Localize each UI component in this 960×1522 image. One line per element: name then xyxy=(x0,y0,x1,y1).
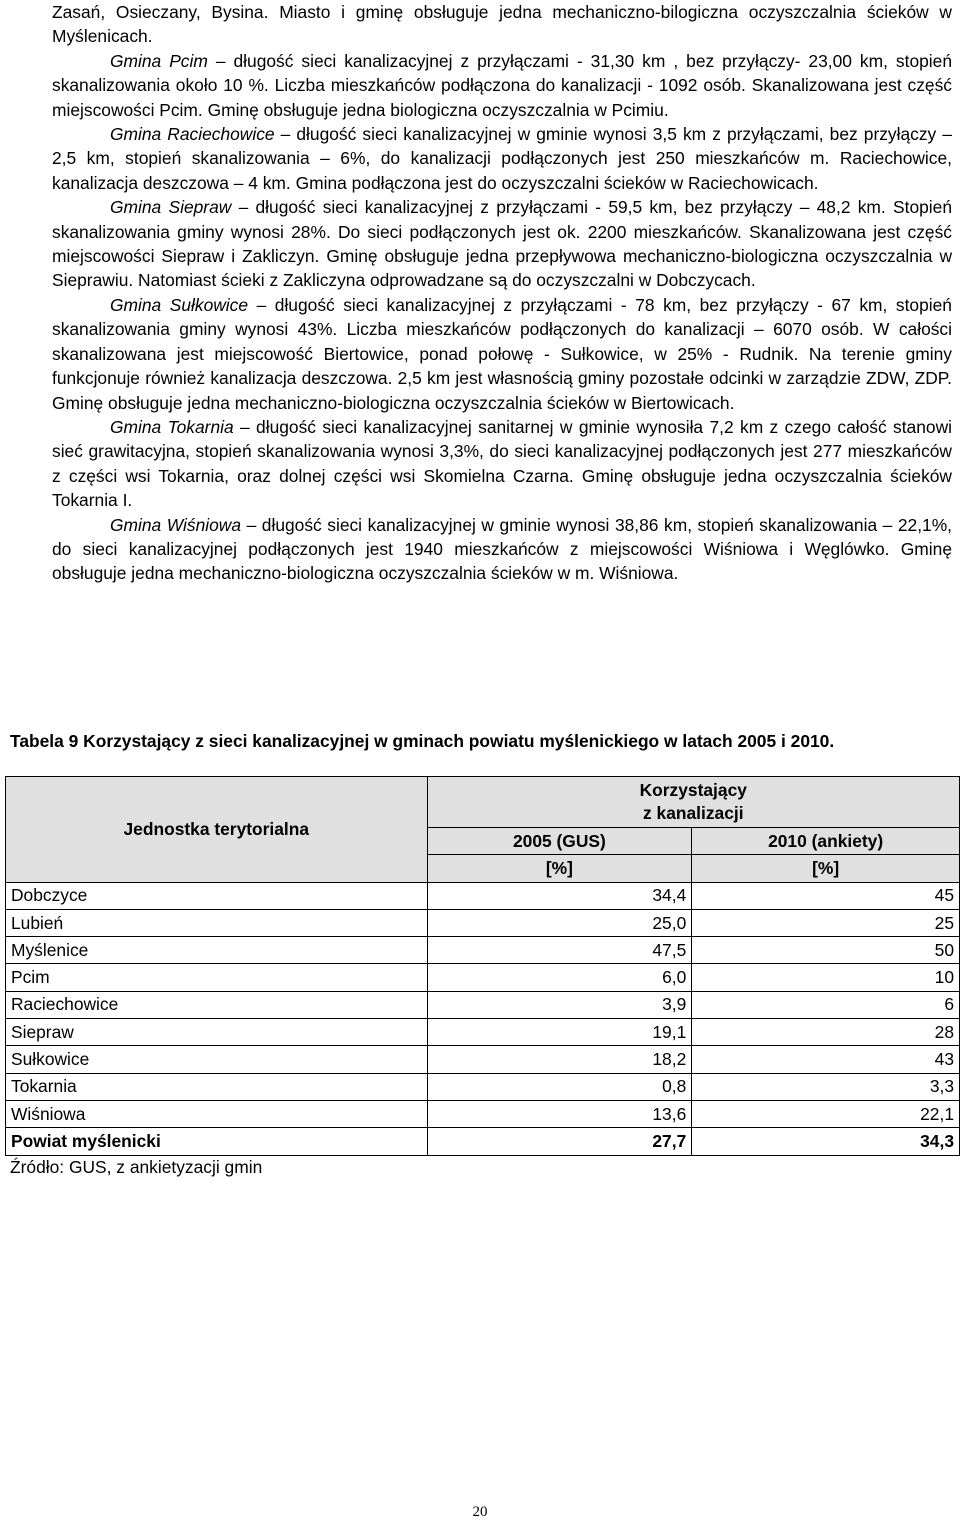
body-text xyxy=(52,0,952,586)
table-row xyxy=(6,882,960,909)
table-row xyxy=(6,1046,960,1073)
table-row xyxy=(6,937,960,964)
paragraph-siepraw: Gmina Siepraw – długość sieci kanalizacyjnej z przyłączami - 59,5 km, bez przyłączy – 48,2 km. Stopień skanalizowania gminy wynosi 28%. Do sieci podłączonych jest ok. 2200 mieszkańców. Skanalizowana jest część miejscowości Siepraw i Zakliczyn. Gminę obsługuje jedna przepływowa mechaniczno-biologiczna oczyszczalnia w Sieprawiu. Natomiast ścieki z Zakliczyna odprowadzane są do oczyszczalni w Dobczycach. xyxy=(52,197,952,291)
table-row xyxy=(6,1019,960,1046)
paragraph-sulkowice: Gmina Sułkowice – długość sieci kanalizacyjnej z przyłączami - 78 km, bez przyłączy - 67 km, stopień skanalizowania gminy wynosi 43%. Liczba mieszkańców podłączonych do kanalizacji – 6070 osób. W całości skanalizowana jest miejscowość Biertowice, ponad połowę - Sułkowice, w 25% - Rudnik. Na terenie gminy funkcjonuje również kanalizacja deszczowa. 2,5 km jest własnością gminy pozostałe odcinki w zarządzie ZDW, ZDP. Gminę obsługuje jedna mechaniczno-biologiczna oczyszczalnia ścieków w Biertowicach. xyxy=(52,294,952,413)
header-2010: 2010 (ankiety) xyxy=(692,828,960,855)
row-value-2010: 3,3 xyxy=(692,1073,960,1100)
row-name: Tokarnia xyxy=(6,1073,428,1100)
table-row xyxy=(6,964,960,991)
header-group-line2: z kanalizacji xyxy=(643,803,744,823)
paragraph-tokarnia: Gmina Tokarnia – długość sieci kanalizacyjnej sanitarnej w gminie wynosiła 7,2 km z czego całość stanowi sieć grawitacyjna, stopień skanalizowania wynosi 3,3%, do sieci kanalizacyjnej podłączonych jest 277 mieszkańców z części wsi Tokarnia, oraz dolnej części wsi Skomielna Czarna. Gminę obsługuje jedna oczyszczalnia ścieków Tokarnia I. xyxy=(52,416,952,511)
page-number: 20 xyxy=(472,1504,488,1520)
row-value-2010: 25 xyxy=(692,909,960,936)
total-value-2005: 27,7 xyxy=(427,1128,692,1155)
row-name: Siepraw xyxy=(6,1019,428,1046)
row-name: Myślenice xyxy=(6,937,428,964)
row-value-2010: 10 xyxy=(692,964,960,991)
row-value-2010: 43 xyxy=(692,1046,960,1073)
row-name: Dobczyce xyxy=(6,882,428,909)
paragraph-lead: Gmina Sułkowice xyxy=(110,294,249,315)
table-row xyxy=(6,1100,960,1127)
source-note: Źródło: GUS, z ankietyzacji gmin xyxy=(10,1157,263,1177)
row-value-2005: 6,0 xyxy=(427,964,692,991)
row-value-2010: 28 xyxy=(692,1019,960,1046)
header-group-line1: Korzystający xyxy=(639,780,747,800)
row-name: Pcim xyxy=(6,964,428,991)
table-row xyxy=(6,991,960,1018)
paragraph-lead: Gmina Pcim xyxy=(110,50,208,71)
header-unit-2005: [%] xyxy=(427,855,692,882)
paragraph-lead: Gmina Siepraw xyxy=(110,197,232,218)
header-2005: 2005 (GUS) xyxy=(427,828,692,855)
row-value-2005: 47,5 xyxy=(427,937,692,964)
table-total-row xyxy=(6,1128,960,1155)
paragraph-lead: Gmina Wiśniowa xyxy=(110,514,242,535)
row-value-2010: 45 xyxy=(692,882,960,909)
row-value-2005: 19,1 xyxy=(427,1019,692,1046)
paragraph-lead: Gmina Raciechowice xyxy=(110,124,275,145)
header-unit: Jednostka terytorialna xyxy=(6,777,428,883)
row-value-2005: 0,8 xyxy=(427,1073,692,1100)
row-value-2005: 3,9 xyxy=(427,991,692,1018)
row-value-2005: 13,6 xyxy=(427,1100,692,1127)
header-group xyxy=(427,777,959,828)
total-value-2010: 34,3 xyxy=(692,1128,960,1155)
row-value-2010: 6 xyxy=(692,991,960,1018)
row-value-2010: 50 xyxy=(692,937,960,964)
paragraph-intro: Zasań, Osieczany, Bysina. Miasto i gminę obsługuje jedna mechaniczno-bilogiczna oczyszczalnia ścieków w Myślenicach. xyxy=(52,2,952,47)
row-name: Raciechowice xyxy=(6,991,428,1018)
table-row xyxy=(6,909,960,936)
row-value-2005: 34,4 xyxy=(427,882,692,909)
total-name: Powiat myślenicki xyxy=(6,1128,428,1155)
paragraph-lead: Gmina Tokarnia xyxy=(110,416,234,437)
paragraph-pcim: Gmina Pcim – długość sieci kanalizacyjnej z przyłączami - 31,30 km , bez przyłączy- 23,00 km, stopień skanalizowania około 10 %. Liczba mieszkańców podłączona do kanalizacji - 1092 osób. Skanalizowana jest część miejscowości Pcim. Gminę obsługuje jedna biologiczna oczyszczalnia w Pcimiu. xyxy=(52,50,952,120)
header-unit-2010: [%] xyxy=(692,855,960,882)
row-value-2010: 22,1 xyxy=(692,1100,960,1127)
row-name: Lubień xyxy=(6,909,428,936)
table-caption: Tabela 9 Korzystający z sieci kanalizacyjnej w gminach powiatu myślenickiego w latach 2005 i 2010. xyxy=(10,731,835,751)
paragraph-raciechowice: Gmina Raciechowice – długość sieci kanalizacyjnej w gminie wynosi 3,5 km z przyłączami, bez przyłączy – 2,5 km, stopień skanalizowania – 6%, do kanalizacji podłączonych jest 250 mieszkańców m. Raciechowice, kanalizacja deszczowa – 4 km. Gmina podłączona jest do oczyszczalni ścieków w Raciechowicach. xyxy=(52,124,952,193)
row-name: Sułkowice xyxy=(6,1046,428,1073)
row-value-2005: 18,2 xyxy=(427,1046,692,1073)
paragraph-wisniowa: Gmina Wiśniowa – długość sieci kanalizacyjnej w gminie wynosi 38,86 km, stopień skanalizowania – 22,1%, do sieci kanalizacyjnej podłączonych jest 1940 mieszkańców z miejscowości Wiśniowa i Węglówko. Gminę obsługuje jedna mechaniczno-biologiczna oczyszczalnia ścieków w m. Wiśniowa. xyxy=(52,514,953,584)
row-value-2005: 25,0 xyxy=(427,909,692,936)
row-name: Wiśniowa xyxy=(6,1100,428,1127)
sewer-usage-table xyxy=(5,776,960,1156)
table-row xyxy=(6,1073,960,1100)
